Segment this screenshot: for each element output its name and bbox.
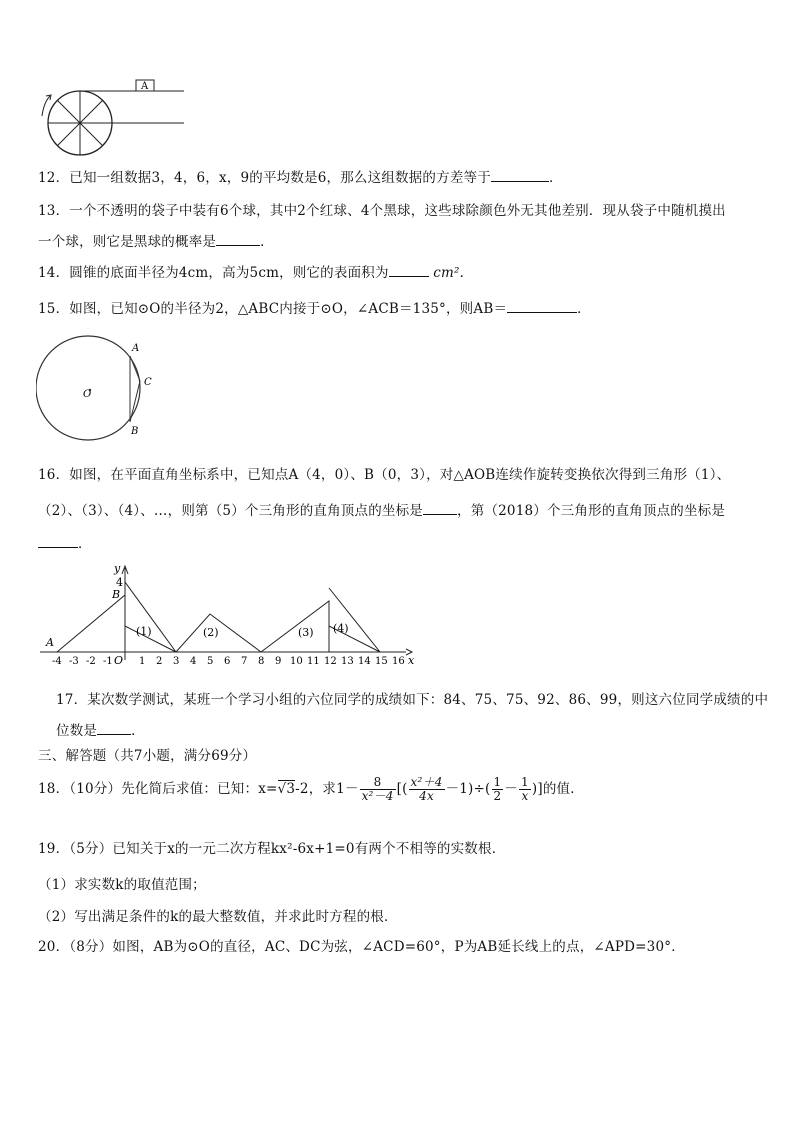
answer-blank: [423, 502, 457, 515]
x-axis-label: x: [408, 654, 415, 667]
q15-text: 15．如图，已知⊙O的半径为2，△ABC内接于⊙O，∠ACB＝135°，则AB＝: [38, 301, 508, 317]
origin-label: O: [114, 654, 124, 667]
answer-blank: [216, 233, 260, 246]
x-tick-label: 9: [275, 656, 282, 667]
x-tick-label: -4: [52, 656, 62, 667]
triangle-label-2: (2): [203, 626, 219, 639]
x-tick-label: 16: [392, 656, 405, 667]
answer-blank: [507, 300, 577, 313]
q18-sqrt-arg: 3: [286, 781, 296, 797]
q14-unit: cm²: [433, 265, 460, 281]
label-a: A: [46, 636, 54, 649]
label-a: A: [132, 343, 140, 354]
f2-num: x²＋4: [410, 775, 443, 789]
question-17-line-1: 17．某次数学测试，某班一个学习小组的六位同学的成绩如下：84、75、75、92、86、99，则这六位同学成绩的中: [56, 692, 769, 708]
x-tick-labels: [52, 656, 405, 667]
x-tick-label: 13: [341, 656, 354, 667]
fraction-4: [519, 776, 531, 803]
pulley-figure: [36, 76, 186, 156]
x-tick-label: 7: [241, 656, 248, 667]
f1-num: 8: [360, 776, 396, 790]
question-19-part-2: （2）写出满足条件的k的最大整数值，并求此时方程的根．: [38, 909, 398, 925]
x-tick-label: 15: [375, 656, 388, 667]
y-axis-label: y: [114, 562, 121, 575]
y-tick-4: 4: [116, 576, 123, 589]
x-tick-label: 8: [258, 656, 265, 667]
q18-prefix: 18．（10分）先化简后求值：已知：x=: [38, 781, 278, 797]
fraction-2: [409, 776, 445, 803]
label-o: O: [83, 389, 92, 400]
q15-end: ．: [577, 301, 591, 317]
q14-text: 14．圆锥的底面半径为4cm，高为5cm，则它的表面积为: [38, 265, 389, 281]
x-tick-label: 10: [290, 656, 303, 667]
question-15: [38, 297, 591, 317]
block-a-label: A: [141, 81, 149, 92]
x-tick-label: -3: [69, 656, 79, 667]
x-tick-label: -2: [86, 656, 96, 667]
question-13-line-1: 13．一个不透明的袋子中装有6个球，其中2个红球、4个黑球，这些球除颜色外无其他差别．现从袋子中随机摸出: [38, 203, 726, 219]
f3-den: 2: [493, 789, 502, 803]
section-title: 三、解答题（共7小题，满分69分）: [38, 748, 257, 764]
q12-end: ．: [548, 170, 563, 186]
question-18: 18．（10分）先化简后求值：已知：x=√3-2，求1－ $\frac{8}{\text{x²－4}}$ [( $\frac{\text{x²＋4}}{4x}$ －1)÷( $\frac{1}{2}$ － $\frac{1}{x}$ )]的值．: [38, 775, 584, 803]
x-tick-label: 14: [358, 656, 371, 667]
q14-end: ．: [459, 265, 474, 281]
label-b: B: [112, 588, 121, 601]
question-19-part-1: （1）求实数k的取值范围；: [38, 877, 206, 893]
question-14: [38, 261, 473, 281]
triangle-label-1: (1): [136, 625, 152, 638]
label-b: B: [131, 426, 139, 437]
x-tick-label: 2: [156, 656, 163, 667]
coordinate-figure: [36, 560, 416, 672]
q16-end: ．: [78, 536, 92, 552]
answer-blank: [97, 722, 131, 735]
q18-one: 1－: [336, 781, 359, 797]
answer-blank: [491, 169, 549, 182]
question-17-line-2: [56, 719, 145, 739]
x-tick-label: 3: [173, 656, 180, 667]
x-tick-label: -1: [103, 656, 113, 667]
question-20: 20．（8分）如图，AB为⊙O的直径，AC、DC为弦，∠ACD=60°，P为AB延长线上的点，∠APD=30°．: [38, 939, 685, 955]
x-tick-label: 11: [307, 656, 320, 667]
f4-den: x: [521, 789, 529, 803]
fraction-3: [492, 776, 504, 803]
q17-end: ．: [131, 723, 145, 739]
q18-open: [(: [396, 781, 408, 797]
question-19: 19．（5分）已知关于x的一元二次方程kx²-6x+1=0有两个不相等的实数根．: [38, 841, 506, 857]
circle-figure: [36, 334, 160, 442]
f1-den: x²－4: [361, 789, 394, 803]
x-tick-label: 4: [190, 656, 197, 667]
fraction-1: [360, 776, 396, 803]
question-16-line-3: [38, 532, 92, 552]
q18-minus1: －1)÷(: [445, 781, 491, 797]
q18-close: )]的值．: [531, 781, 584, 797]
answer-blank: [389, 264, 429, 277]
q13-text: 一个球，则它是黑球的概率是: [38, 234, 217, 250]
q18-minus: －: [504, 781, 519, 797]
x-tick-label: 6: [224, 656, 231, 667]
x-tick-label: 12: [324, 656, 337, 667]
f2-den: 4x: [419, 789, 434, 803]
q17-text: 位数是: [56, 723, 98, 739]
triangle-label-4: (4): [333, 622, 349, 635]
f3-num: 1: [493, 775, 502, 789]
label-c: C: [144, 377, 152, 388]
answer-blank: [38, 535, 78, 548]
question-16-line-2: [38, 499, 725, 519]
x-tick-label: 1: [139, 656, 146, 667]
q18-after-sqrt: -2，求: [295, 781, 337, 797]
triangle-label-3: (3): [298, 626, 314, 639]
question-12: [38, 166, 563, 186]
q13-end: ．: [260, 234, 274, 250]
q16-text-b: ，第（2018）个三角形的直角顶点的坐标是: [457, 503, 726, 519]
question-16-line-1: 16．如图，在平面直角坐标系中，已知点A（4，0）、B（0，3），对△AOB连续作旋转变换依次得到三角形（1）、: [38, 467, 731, 483]
question-13-line-2: [38, 230, 274, 250]
x-tick-label: 5: [207, 656, 214, 667]
q16-text-a: （2）、（3）、（4）、…，则第（5）个三角形的直角顶点的坐标是: [38, 503, 424, 519]
f4-num: 1: [521, 775, 529, 789]
q12-text: 12．已知一组数据3，4，6，x，9的平均数是6，那么这组数据的方差等于: [38, 170, 491, 186]
